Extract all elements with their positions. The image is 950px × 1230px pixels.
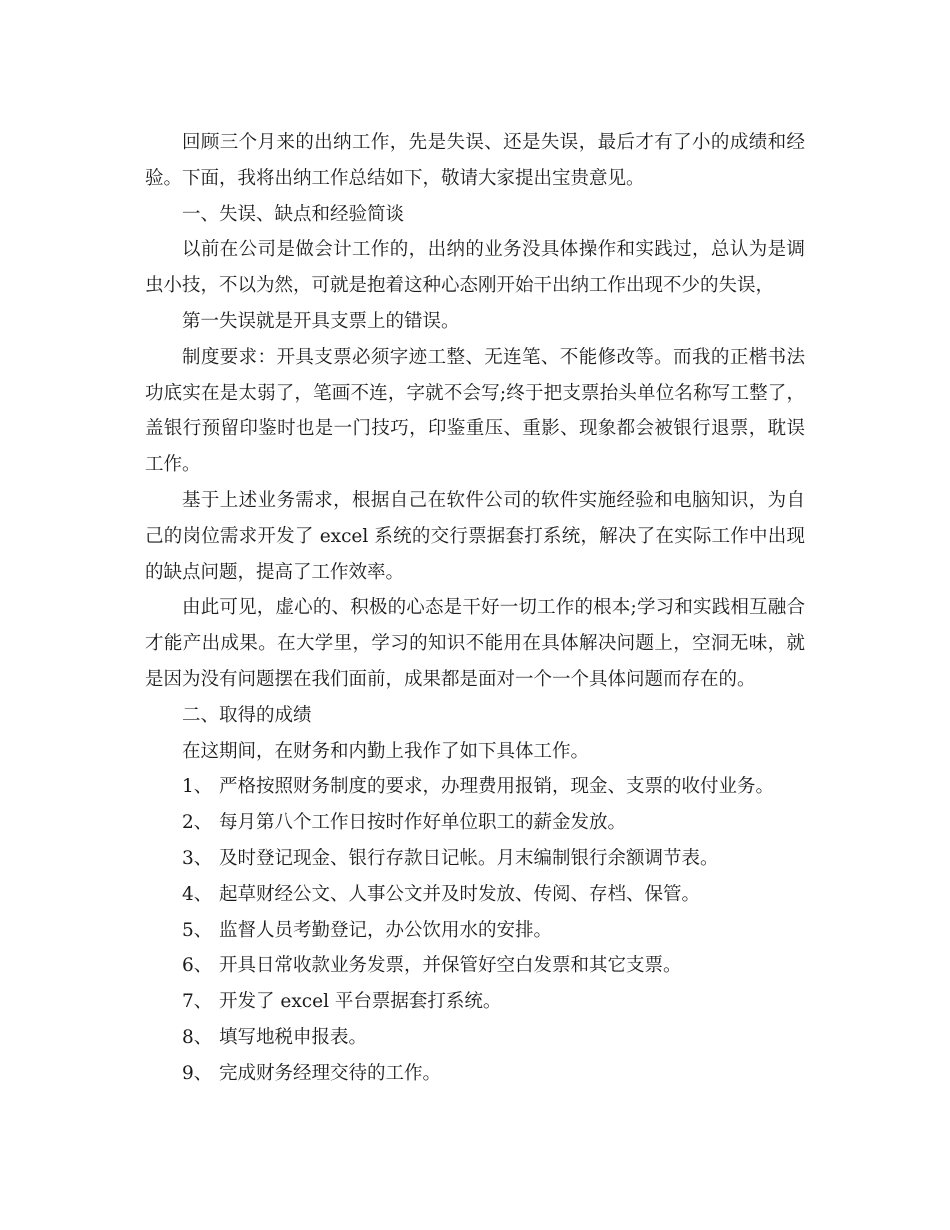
paragraph-background: 以前在公司是做会计工作的，出纳的业务没具体操作和实践过，总认为是调虫小技，不以为然，可就是抱着这种心态刚开始干出纳工作出现不少的失误， (145, 239, 805, 297)
list-number: 9、 (182, 1062, 213, 1084)
list-text: 严格按照财务制度的要求，办理费用报销，现金、支票的收付业务。 (219, 776, 775, 798)
document-body (145, 125, 805, 1092)
section-heading-achievements: 二、取得的成绩 (182, 704, 312, 726)
paragraph-intro: 回顾三个月来的出纳工作，先是失误、还是失误，最后才有了小的成绩和经验。下面，我将出纳工作总结如下，敬请大家提出宝贵意见。 (145, 132, 805, 189)
list-text: 每月第八个工作日按时作好单位职工的薪金发放。 (219, 812, 627, 834)
list-text: 起草财经公文、人事公文并及时发放、传阅、存档、保管。 (219, 883, 701, 905)
list-item (145, 948, 805, 984)
list-item (145, 1020, 805, 1056)
list-item (145, 984, 805, 1020)
paragraph-first-mistake: 第一失误就是开具支票上的错误。 (182, 310, 460, 332)
list-item (145, 1056, 805, 1092)
list-text: 填写地税申报表。 (219, 1026, 368, 1048)
list-text: 监督人员考勤登记，办公饮用水的安排。 (219, 919, 553, 941)
list-number: 8、 (182, 1026, 213, 1048)
list-item (145, 913, 805, 949)
list-item (145, 805, 805, 841)
list-number: 1、 (182, 776, 213, 798)
list-number: 6、 (182, 955, 213, 977)
list-text: 开具日常收款业务发票，并保管好空白发票和其它支票。 (219, 955, 682, 977)
list-text: 开发了 excel 平台票据套打系统。 (219, 991, 502, 1013)
list-number: 7、 (182, 991, 213, 1013)
paragraph-conclusion: 由此可见，虚心的、积极的心态是干好一切工作的根本;学习和实践相互融合才能产出成果。在大学里，学习的知识不能用在具体解决问题上，空洞无味，就是因为没有问题摆在我们面前，成果都是面对一个一个具体问题而存在的。 (145, 597, 805, 690)
list-number: 5、 (182, 919, 213, 941)
list-item (145, 769, 805, 805)
list-number: 4、 (182, 883, 213, 905)
paragraph-requirements: 制度要求：开具支票必须字迹工整、无连笔、不能修改等。而我的正楷书法功底实在是太弱了，笔画不连，字就不会写;终于把支票抬头单位名称写工整了，盖银行预留印鉴时也是一门技巧，印鉴重压、重影、现象都会被银行退票，耽误工作。 (145, 346, 805, 476)
list-number: 3、 (182, 847, 213, 869)
section-heading-mistakes: 一、失误、缺点和经验简谈 (182, 203, 405, 225)
list-item (145, 877, 805, 913)
list-number: 2、 (182, 812, 213, 834)
list-item (145, 841, 805, 877)
paragraph-work-intro: 在这期间，在财务和内勤上我作了如下具体工作。 (182, 740, 590, 762)
list-text: 及时登记现金、银行存款日记帐。月末编制银行余额调节表。 (219, 847, 719, 869)
list-text: 完成财务经理交待的工作。 (219, 1062, 442, 1084)
paragraph-solution: 基于上述业务需求，根据自己在软件公司的软件实施经验和电脑知识，为自己的岗位需求开发了 excel 系统的交行票据套打系统，解决了在实际工作中出现的缺点问题，提高了工作效率。 (145, 489, 805, 583)
